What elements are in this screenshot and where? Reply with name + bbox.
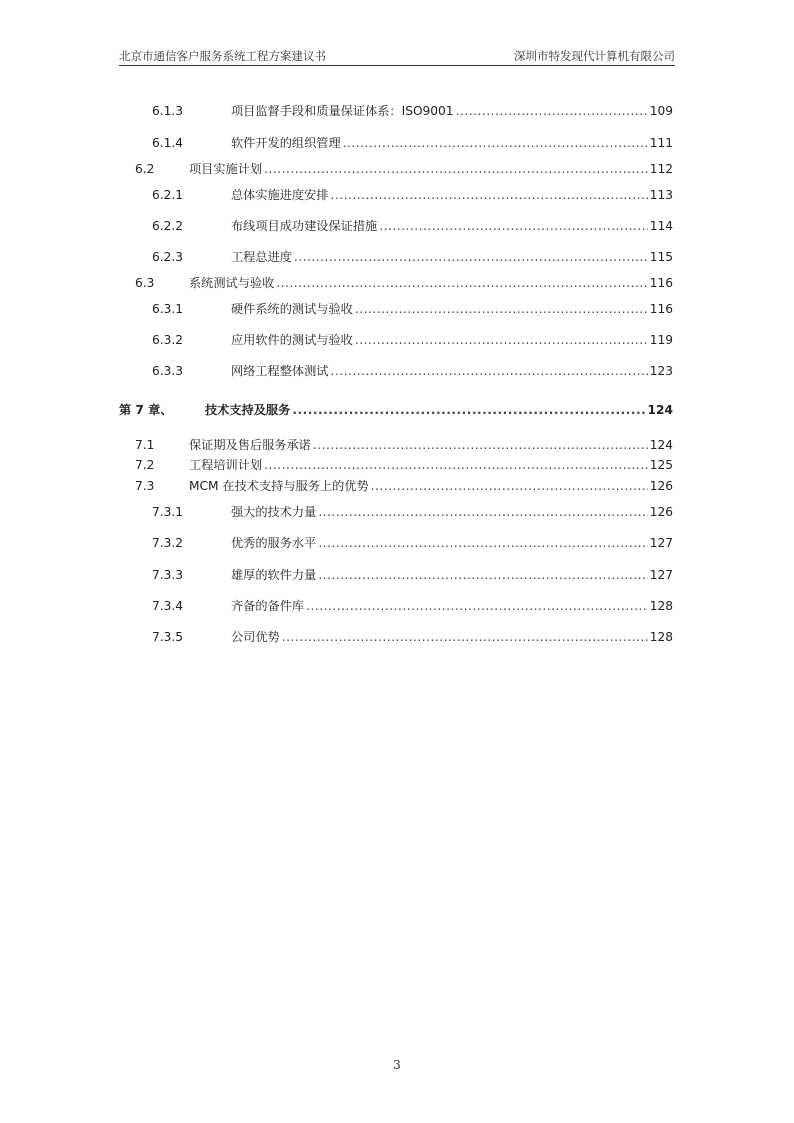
toc-page: 126 xyxy=(649,479,673,493)
toc-number: 6.3.3 xyxy=(152,364,184,378)
toc-leader xyxy=(318,503,647,521)
toc-title: 布线项目成功建设保证措施 xyxy=(231,219,378,233)
toc-entry[interactable] xyxy=(119,362,673,380)
toc-leader xyxy=(264,456,648,474)
toc-number: 6.3.1 xyxy=(152,302,184,316)
toc-leader xyxy=(313,436,648,454)
toc-entry[interactable] xyxy=(119,628,673,646)
toc-number: 6.3.2 xyxy=(152,333,184,347)
header-document-title: 北京市通信客户服务系统工程方案建议书 xyxy=(119,49,326,63)
toc-leader xyxy=(282,628,648,646)
toc-page: 119 xyxy=(649,333,673,347)
toc-title: MCM 在技术支持与服务上的优势 xyxy=(189,479,369,493)
toc-entry[interactable] xyxy=(119,160,673,178)
toc-number: 6.2.2 xyxy=(152,219,184,233)
toc-leader xyxy=(294,248,648,266)
toc-title: 保证期及售后服务承诺 xyxy=(189,438,311,452)
toc-entry[interactable] xyxy=(119,477,673,495)
toc-title: 强大的技术力量 xyxy=(231,505,317,519)
toc-leader xyxy=(355,300,648,318)
toc-entry[interactable] xyxy=(119,248,673,266)
toc-leader xyxy=(343,134,648,152)
toc-page: 109 xyxy=(649,104,673,118)
toc-number: 6.1.4 xyxy=(152,136,184,150)
toc-title: 雄厚的软件力量 xyxy=(231,568,317,582)
toc-leader xyxy=(264,160,648,178)
toc-page: 123 xyxy=(649,364,673,378)
toc-page: 116 xyxy=(649,276,673,290)
toc-number: 7.3.3 xyxy=(152,568,184,582)
toc-leader xyxy=(331,362,648,380)
toc-title: 工程总进度 xyxy=(231,250,292,264)
toc-title: 优秀的服务水平 xyxy=(231,536,317,550)
toc-number: 7.1 xyxy=(135,438,155,452)
toc-title: 齐备的备件库 xyxy=(231,599,305,613)
toc-entry[interactable] xyxy=(119,274,673,292)
toc-chapter-entry[interactable] xyxy=(119,401,673,419)
toc-entry[interactable] xyxy=(119,217,673,235)
toc-entry[interactable] xyxy=(119,300,673,318)
toc-page: 126 xyxy=(649,505,673,519)
toc-page: 125 xyxy=(649,458,673,472)
toc-title: 系统测试与验收 xyxy=(189,276,275,290)
toc-title: 工程培训计划 xyxy=(189,458,263,472)
toc-entry[interactable] xyxy=(119,503,673,521)
toc-number: 7.3 xyxy=(135,479,155,493)
toc-page: 115 xyxy=(649,250,673,264)
toc-title: 公司优势 xyxy=(231,630,280,644)
toc-page: 112 xyxy=(649,162,673,176)
toc-number: 6.2 xyxy=(135,162,155,176)
toc-page: 128 xyxy=(649,599,673,613)
toc-title: 硬件系统的测试与验收 xyxy=(231,302,353,316)
toc-title: 软件开发的组织管理 xyxy=(231,136,341,150)
toc-entry[interactable] xyxy=(119,186,673,204)
toc-leader xyxy=(331,186,648,204)
toc-number: 7.3.4 xyxy=(152,599,184,613)
toc-leader xyxy=(371,477,648,495)
toc-leader xyxy=(355,331,648,349)
toc-number: 6.2.3 xyxy=(152,250,184,264)
toc-leader xyxy=(292,401,645,419)
toc-leader xyxy=(318,566,647,584)
toc-number: 7.2 xyxy=(135,458,155,472)
toc-page: 116 xyxy=(649,302,673,316)
toc-number: 7.3.5 xyxy=(152,630,184,644)
toc-title: 网络工程整体测试 xyxy=(231,364,329,378)
toc-number: 6.1.3 xyxy=(152,104,184,118)
header-company-name: 深圳市特发现代计算机有限公司 xyxy=(514,49,675,63)
page-header xyxy=(119,47,675,66)
toc-leader xyxy=(379,217,647,235)
toc-entry[interactable] xyxy=(119,102,673,120)
page-number: 3 xyxy=(393,1058,401,1072)
toc-entry[interactable] xyxy=(119,534,673,552)
toc-page: 114 xyxy=(649,219,673,233)
toc-page: 113 xyxy=(649,188,673,202)
toc-title: 应用软件的测试与验收 xyxy=(231,333,353,347)
toc-page: 124 xyxy=(649,438,673,452)
toc-page: 124 xyxy=(647,403,673,417)
toc-leader xyxy=(456,102,648,120)
toc-number: 7.3.1 xyxy=(152,505,184,519)
toc-page: 127 xyxy=(649,568,673,582)
toc-number: 6.2.1 xyxy=(152,188,184,202)
toc-title: 总体实施进度安排 xyxy=(231,188,329,202)
toc-number: 6.3 xyxy=(135,276,155,290)
toc-title: 技术支持及服务 xyxy=(205,403,291,417)
toc-entry[interactable] xyxy=(119,134,673,152)
toc-page: 111 xyxy=(649,136,673,150)
toc-entry[interactable] xyxy=(119,436,673,454)
toc-entry[interactable] xyxy=(119,566,673,584)
toc-entry[interactable] xyxy=(119,597,673,615)
toc-page: 127 xyxy=(649,536,673,550)
toc-leader xyxy=(306,597,648,615)
toc-entry[interactable] xyxy=(119,331,673,349)
toc-leader xyxy=(318,534,647,552)
toc-title: 项目监督手段和质量保证体系：ISO9001 xyxy=(231,104,454,118)
toc-number: 7.3.2 xyxy=(152,536,184,550)
toc-page: 128 xyxy=(649,630,673,644)
toc-entry[interactable] xyxy=(119,456,673,474)
toc-title: 项目实施计划 xyxy=(189,162,263,176)
toc-leader xyxy=(276,274,647,292)
toc-chapter-number: 第 7 章、 xyxy=(119,403,173,417)
